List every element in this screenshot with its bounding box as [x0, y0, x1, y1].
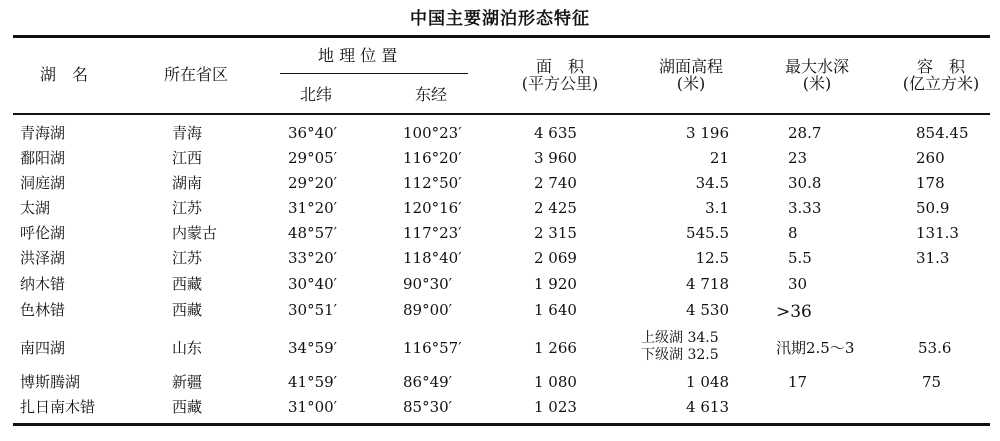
- header-latitude: 北纬: [300, 85, 333, 104]
- cell-elevation: 3 196: [686, 124, 729, 142]
- cell-area: 1 640: [534, 301, 577, 319]
- cell-longitude: 117°23′: [403, 224, 462, 242]
- cell-elevation: 3.1: [705, 199, 729, 217]
- cell-elevation: 21: [709, 149, 729, 167]
- cell-elevation: 4 530: [686, 301, 729, 319]
- cell-elevation-upper: 上级湖 34.5: [641, 330, 719, 346]
- cell-max-depth: >36: [776, 302, 812, 322]
- header-volume-line2: (亿立方米): [902, 74, 980, 93]
- header-elevation: [651, 58, 731, 92]
- cell-volume: 50.9: [916, 199, 950, 217]
- cell-elevation: 4 718: [686, 275, 729, 293]
- cell-latitude: 31°00′: [288, 398, 338, 416]
- cell-lake-name: 扎日南木错: [20, 398, 96, 416]
- header-elevation-line2: (米): [676, 74, 706, 93]
- header-lake-name: 湖 名: [40, 65, 89, 84]
- cell-latitude: 30°40′: [288, 275, 338, 293]
- cell-province: 山东: [172, 339, 203, 357]
- cell-lake-name: 太湖: [20, 199, 51, 217]
- cell-volume: 260: [916, 149, 945, 167]
- cell-area: 1 920: [534, 275, 577, 293]
- header-longitude: 东经: [415, 85, 448, 104]
- cell-elevation: 12.5: [695, 249, 729, 267]
- cell-latitude: 29°05′: [288, 149, 338, 167]
- cell-province: 青海: [172, 124, 203, 142]
- cell-longitude: 86°49′: [403, 373, 453, 391]
- cell-max-depth: 17: [788, 373, 808, 391]
- cell-province: 江苏: [172, 249, 203, 267]
- top-rule: [13, 35, 990, 38]
- cell-latitude: 30°51′: [288, 301, 338, 319]
- cell-longitude: 118°40′: [403, 249, 462, 267]
- cell-latitude: 36°40′: [288, 124, 338, 142]
- cell-elevation: 1 048: [686, 373, 729, 391]
- cell-area: 2 315: [534, 224, 577, 242]
- header-volume: [891, 58, 991, 92]
- cell-latitude: 33°20′: [288, 249, 338, 267]
- cell-lake-name: 南四湖: [20, 339, 66, 357]
- cell-province: 西藏: [172, 301, 203, 319]
- cell-max-depth: 30.8: [788, 174, 822, 192]
- cell-area: 2 425: [534, 199, 577, 217]
- header-area-line2: (平方公里): [521, 74, 599, 93]
- cell-max-depth: 23: [788, 149, 808, 167]
- cell-elevation: 34.5: [695, 174, 729, 192]
- cell-lake-name: 鄱阳湖: [20, 149, 66, 167]
- cell-area: 3 960: [534, 149, 577, 167]
- cell-longitude: 100°23′: [403, 124, 462, 142]
- cell-elevation: 4 613: [686, 398, 729, 416]
- cell-volume: 31.3: [916, 249, 950, 267]
- cell-longitude: 116°57′: [403, 339, 462, 357]
- cell-area: 1 266: [534, 339, 577, 357]
- cell-longitude: 116°20′: [403, 149, 462, 167]
- cell-lake-name: 洞庭湖: [20, 174, 66, 192]
- cell-lake-name: 呼伦湖: [20, 224, 66, 242]
- header-area: [520, 58, 600, 92]
- geo-subheader-rule: [280, 73, 468, 74]
- header-max-depth-line2: (米): [802, 74, 832, 93]
- cell-max-depth: 30: [788, 275, 808, 293]
- cell-area: 2 740: [534, 174, 577, 192]
- cell-area: 1 023: [534, 398, 577, 416]
- header-geo-location: 地 理 位 置: [318, 46, 398, 65]
- cell-longitude: 112°50′: [403, 174, 462, 192]
- cell-longitude: 85°30′: [403, 398, 453, 416]
- header-province: 所在省区: [164, 65, 229, 84]
- cell-lake-name: 青海湖: [20, 124, 66, 142]
- cell-max-depth: 28.7: [788, 124, 822, 142]
- header-volume-line1: 容 积: [916, 57, 965, 76]
- table-title: 中国主要湖泊形态特征: [410, 9, 590, 29]
- cell-latitude: 34°59′: [288, 339, 338, 357]
- cell-longitude: 89°00′: [403, 301, 453, 319]
- cell-lake-name: 纳木错: [20, 275, 66, 293]
- cell-lake-name: 博斯腾湖: [20, 373, 81, 391]
- cell-volume: 53.6: [918, 339, 952, 357]
- cell-area: 4 635: [534, 124, 577, 142]
- cell-max-depth: 汛期2.5～3: [776, 339, 855, 357]
- cell-max-depth: 5.5: [788, 249, 812, 267]
- cell-longitude: 120°16′: [403, 199, 462, 217]
- cell-latitude: 48°57′: [288, 224, 338, 242]
- cell-elevation: 545.5: [686, 224, 729, 242]
- cell-volume: 131.3: [916, 224, 959, 242]
- cell-province: 新疆: [172, 373, 203, 391]
- bottom-rule: [13, 423, 990, 426]
- cell-max-depth: 3.33: [788, 199, 822, 217]
- cell-latitude: 29°20′: [288, 174, 338, 192]
- cell-max-depth: 8: [788, 224, 798, 242]
- cell-province: 西藏: [172, 275, 203, 293]
- cell-area: 2 069: [534, 249, 577, 267]
- header-rule: [13, 113, 990, 115]
- cell-elevation-lower: 下级湖 32.5: [641, 347, 719, 363]
- header-max-depth-line1: 最大水深: [784, 57, 849, 76]
- cell-latitude: 41°59′: [288, 373, 338, 391]
- cell-lake-name: 洪泽湖: [20, 249, 66, 267]
- header-area-line1: 面 积: [535, 57, 584, 76]
- header-elevation-line1: 湖面高程: [658, 57, 723, 76]
- cell-lake-name: 色林错: [20, 301, 66, 319]
- cell-volume: 75: [922, 373, 942, 391]
- cell-area: 1 080: [534, 373, 577, 391]
- cell-province: 湖南: [172, 174, 203, 192]
- cell-latitude: 31°20′: [288, 199, 338, 217]
- cell-volume: 178: [916, 174, 945, 192]
- cell-volume: 854.45: [916, 124, 969, 142]
- cell-longitude: 90°30′: [403, 275, 453, 293]
- cell-province: 江苏: [172, 199, 203, 217]
- cell-province: 内蒙古: [172, 224, 218, 242]
- cell-province: 江西: [172, 149, 203, 167]
- cell-province: 西藏: [172, 398, 203, 416]
- header-max-depth: [777, 58, 857, 92]
